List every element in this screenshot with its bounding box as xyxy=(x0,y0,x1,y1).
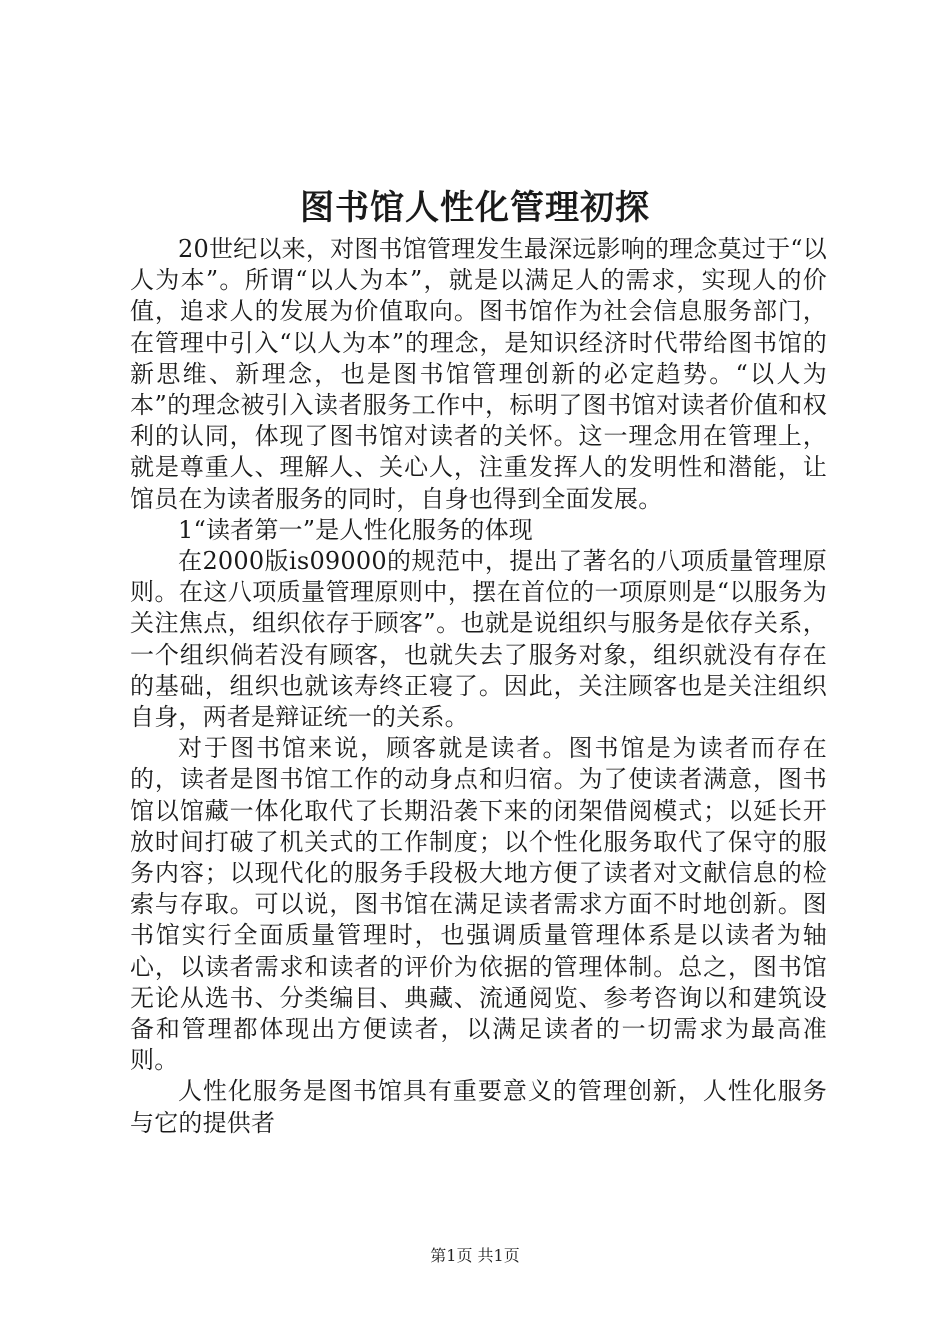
page-number-footer: 第1页 共1页 xyxy=(430,1246,520,1265)
document-body xyxy=(130,234,827,1139)
section-heading-reader-first: 1“读者第一”是人性化服务的体现 xyxy=(178,515,534,544)
paragraph-intro: 20世纪以来，对图书馆管理发生最深远影响的理念莫过于“以人为本”。所谓“以人为本”，就是以满足人的需求，实现人的价值，追求人的发展为价值取向。图书馆作为社会信息服务部门，在管理中引入“以人为本”的理念，是知识经济时代带给图书馆的新思维、新理念，也是图书馆管理创新的必定趋势。“以人为本”的理念被引入读者服务工作中，标明了图书馆对读者价值和权利的认同，体现了图书馆对读者的关怀。这一理念用在管理上，就是尊重人、理解人、关心人，注重发挥人的发明性和潜能，让馆员在为读者服务的同时，自身也得到全面发展。 xyxy=(130,235,827,513)
paragraph-iso9000: 在2000版is09000的规范中，提出了著名的八项质量管理原则。在这八项质量管理原则中，摆在首位的一项原则是“以服务为关注焦点，组织依存于顾客”。也就是说组织与服务是依存关系，一个组织倘若没有顾客，也就失去了服务对象，组织就没有存在的基础，组织也就该寿终正寝了。因此，关注顾客也是关注组织自身，两者是辩证统一的关系。 xyxy=(130,547,827,732)
document-title: 图书馆人性化管理初探 xyxy=(300,188,650,228)
paragraph-humanized-service: 人性化服务是图书馆具有重要意义的管理创新，人性化服务与它的提供者 xyxy=(130,1077,827,1137)
paragraph-library-readers: 对于图书馆来说，顾客就是读者。图书馆是为读者而存在的，读者是图书馆工作的动身点和归宿。为了使读者满意，图书馆以馆藏一体化取代了长期沿袭下来的闭架借阅模式；以延长开放时间打破了机关式的工作制度；以个性化服务取代了保守的服务内容；以现代化的服务手段极大地方便了读者对文献信息的检索与存取。可以说，图书馆在满足读者需求方面不时地创新。图书馆实行全面质量管理时，也强调质量管理体系是以读者为轴心，以读者需求和读者的评价为依据的管理体制。总之，图书馆无论从选书、分类编目、典藏、流通阅览、参考咨询以和建筑设备和管理都体现出方便读者，以满足读者的一切需求为最高准则。 xyxy=(130,734,827,1075)
